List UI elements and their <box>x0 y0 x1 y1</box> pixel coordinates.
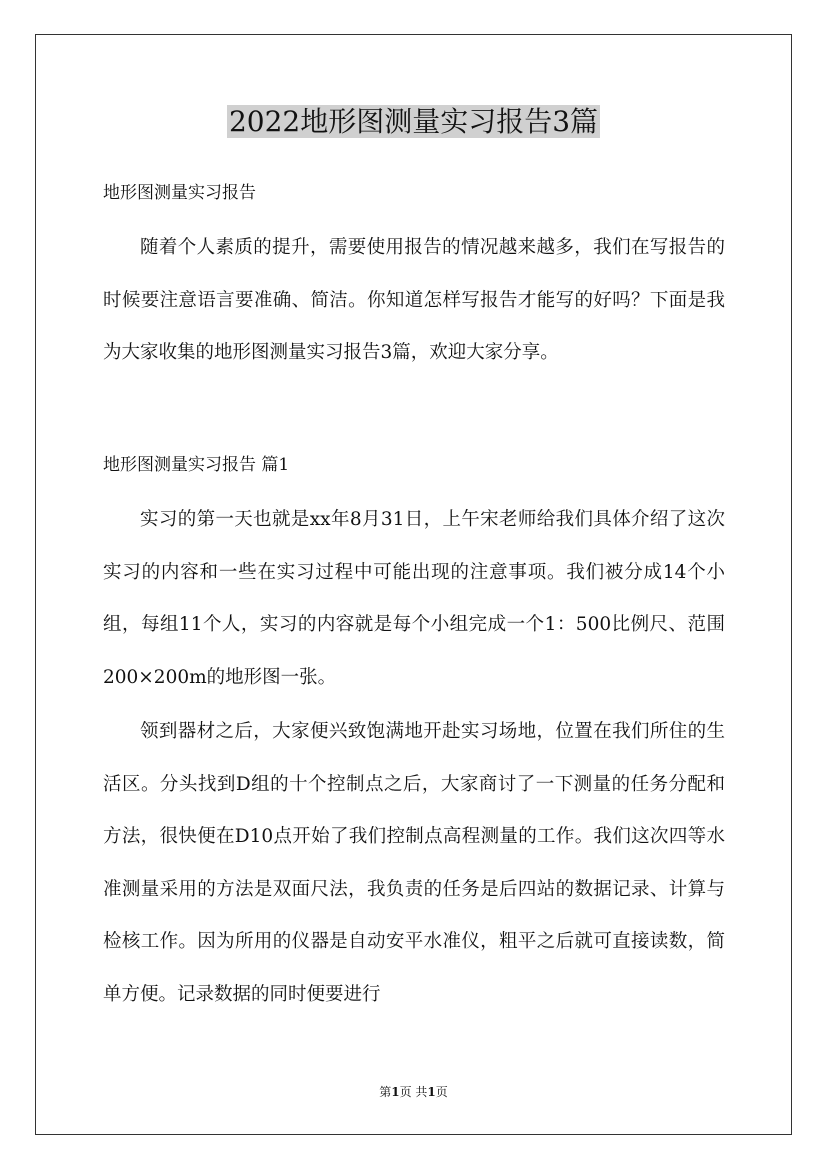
title-text: 2022地形图测量实习报告3篇 <box>228 105 599 138</box>
body-paragraph-1: 实习的第一天也就是xx年8月31日，上午宋老师给我们具体介绍了这次实习的内容和一些在实习过程中可能出现的注意事项。我们被分成14个小组，每组11个人，实习的内容就是每个小组完成一个1：500比例尺、范围200×200m的地形图一张。 <box>103 509 725 688</box>
footer-suffix: 页 <box>435 1085 448 1099</box>
intro-paragraph: 随着个人素质的提升，需要使用报告的情况越来越多，我们在写报告的时候要注意语言要准确、简洁。你知道怎样写报告才能写的好吗？下面是我为大家收集的地形图测量实习报告3篇，欢迎大家分享。 <box>103 237 725 363</box>
footer-page-total: 1 <box>427 1085 436 1099</box>
footer-page-number: 1 <box>391 1085 400 1099</box>
section-heading-part1: 地形图测量实习报告 篇1 <box>103 455 290 475</box>
body-paragraph-2: 领到器材之后，大家便兴致饱满地开赴实习场地，位置在我们所住的生活区。分头找到D组的十个控制点之后，大家商讨了一下测量的任务分配和方法，很快便在D10点开始了我们控制点高程测量的工作。我们这次四等水准测量采用的方法是双面尺法，我负责的任务是后四站的数据记录、计算与检核工作。因为所用的仪器是自动安平水准仪，粗平之后就可直接读数，简单方便。记录数据的同时便要进行 <box>103 721 725 1005</box>
footer-prefix: 第 <box>379 1085 392 1099</box>
document-title <box>0 100 827 144</box>
page-footer <box>0 1083 827 1101</box>
footer-mid: 页 共 <box>399 1085 428 1099</box>
section-heading-intro: 地形图测量实习报告 <box>103 183 256 203</box>
